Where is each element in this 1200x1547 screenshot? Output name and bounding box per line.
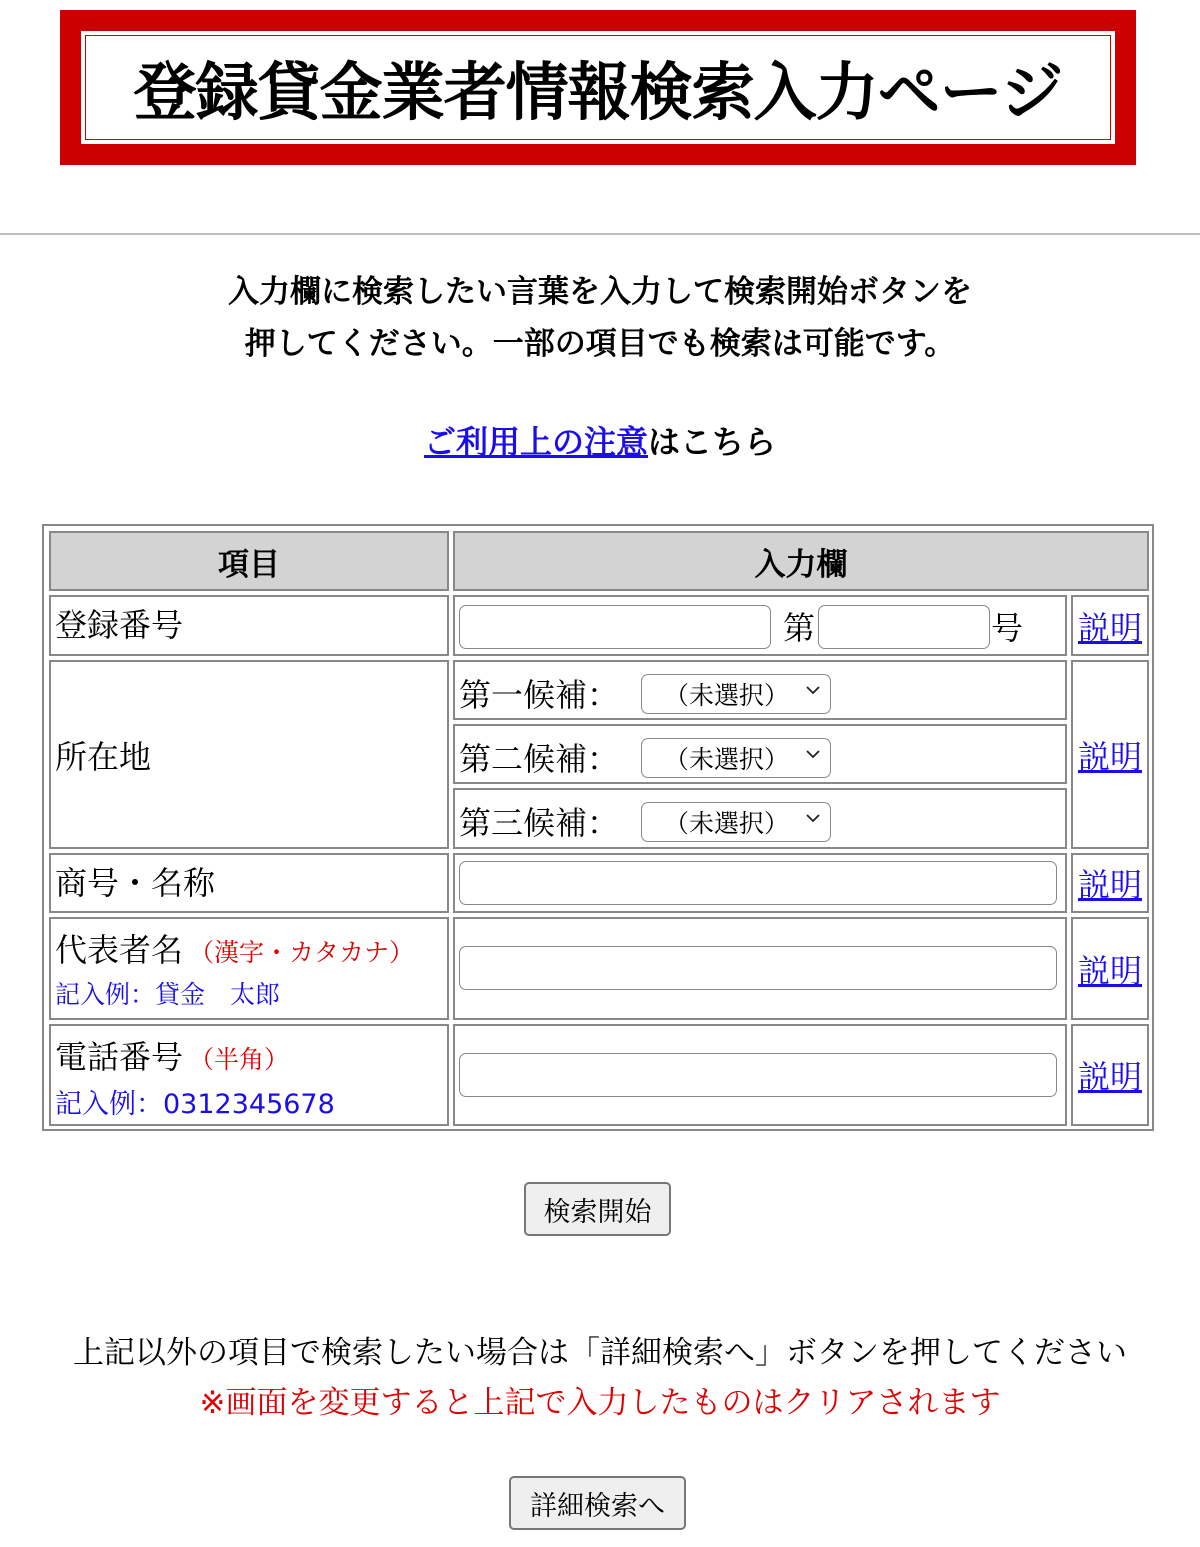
location-candidate-1-cell [453,660,1067,720]
column-header-input [453,531,1149,591]
row-label-location [49,660,449,849]
candidate-1-label: 第一候補： [459,676,620,714]
candidate-2-select[interactable] [641,738,831,778]
caution-suffix: はこちら [648,423,777,461]
chevron-down-icon [806,683,820,697]
representative-note: （漢字・カタカナ） [189,938,415,967]
location-label: 所在地 [55,737,152,776]
column-header-item [49,531,449,591]
reg-number-label: 登録番号 [55,606,184,644]
search-start-button[interactable]: 検索開始 [524,1182,671,1236]
representative-label: 代表者名 [55,931,184,969]
intro-line-2: 押してください。一部の項目でも検索は可能です。 [244,326,956,362]
explain-cell-phone [1071,1024,1149,1126]
candidate-1-value: （未選択） [664,681,790,710]
chevron-down-icon [806,811,820,825]
column-header-input-label: 入力欄 [754,546,848,583]
banner-frame [80,30,1116,145]
explain-link-reg-number[interactable]: 説明 [1077,608,1142,647]
explain-link-representative[interactable]: 説明 [1077,951,1142,990]
representative-input-cell [453,917,1067,1020]
phone-label: 電話番号 [55,1038,184,1076]
candidate-2-value: （未選択） [664,745,790,774]
search-form-table [42,524,1154,1131]
explain-link-location[interactable]: 説明 [1077,737,1142,776]
row-label-reg-number [49,595,449,656]
column-header-item-label: 項目 [218,546,280,583]
representative-example: 記入例：貸金 太郎 [55,980,281,1009]
intro-line-1: 入力欄に検索したい言葉を入力して検索開始ボタンを [228,274,972,310]
phone-input[interactable] [459,1053,1057,1097]
detail-search-button[interactable]: 詳細検索へ [509,1476,686,1530]
reg-number-input-2[interactable] [818,605,990,649]
phone-note: （半角） [189,1045,290,1074]
candidate-2-label: 第二候補： [459,740,620,778]
location-candidate-2-cell [453,724,1067,784]
reg-number-input-cell [453,595,1067,656]
clear-warning-note: ※画面を変更すると上記で入力したものはクリアされます [199,1385,1001,1421]
explain-cell-trade-name [1071,853,1149,913]
explain-cell-reg-number [1071,595,1149,656]
row-label-phone [49,1024,449,1126]
reg-number-input-1[interactable] [459,605,771,649]
phone-example: 記入例：0312345678 [55,1089,335,1120]
chevron-down-icon [806,747,820,761]
location-candidate-3-cell [453,788,1067,849]
candidate-3-select[interactable] [641,802,831,842]
candidate-1-select[interactable] [641,674,831,714]
page-title: 登録貸金業者情報検索入力ページ [133,56,1063,129]
trade-name-input[interactable] [459,861,1057,905]
reg-number-dai: 第 [783,609,816,647]
phone-input-cell [453,1024,1067,1126]
divider [0,233,1200,235]
explain-cell-location [1071,660,1149,849]
explain-link-phone[interactable]: 説明 [1077,1058,1142,1096]
candidate-3-label: 第三候補： [459,804,620,842]
intro-text [0,266,1200,370]
candidate-3-value: （未選択） [664,809,790,838]
usage-notes-link[interactable]: ご利用上の注意 [423,423,648,461]
caution-line [0,417,1200,463]
row-label-representative [49,917,449,1020]
banner-inner-frame [85,35,1111,140]
row-label-trade-name [49,853,449,913]
page-header-banner [60,10,1136,165]
trade-name-input-cell [453,853,1067,913]
representative-input[interactable] [459,946,1057,990]
reg-number-go: 号 [991,609,1024,647]
explain-cell-representative [1071,917,1149,1020]
explain-link-trade-name[interactable]: 説明 [1077,866,1142,904]
detail-search-note: 上記以外の項目で検索したい場合は「詳細検索へ」ボタンを押してください [73,1335,1127,1371]
trade-name-label: 商号・名称 [55,864,216,902]
